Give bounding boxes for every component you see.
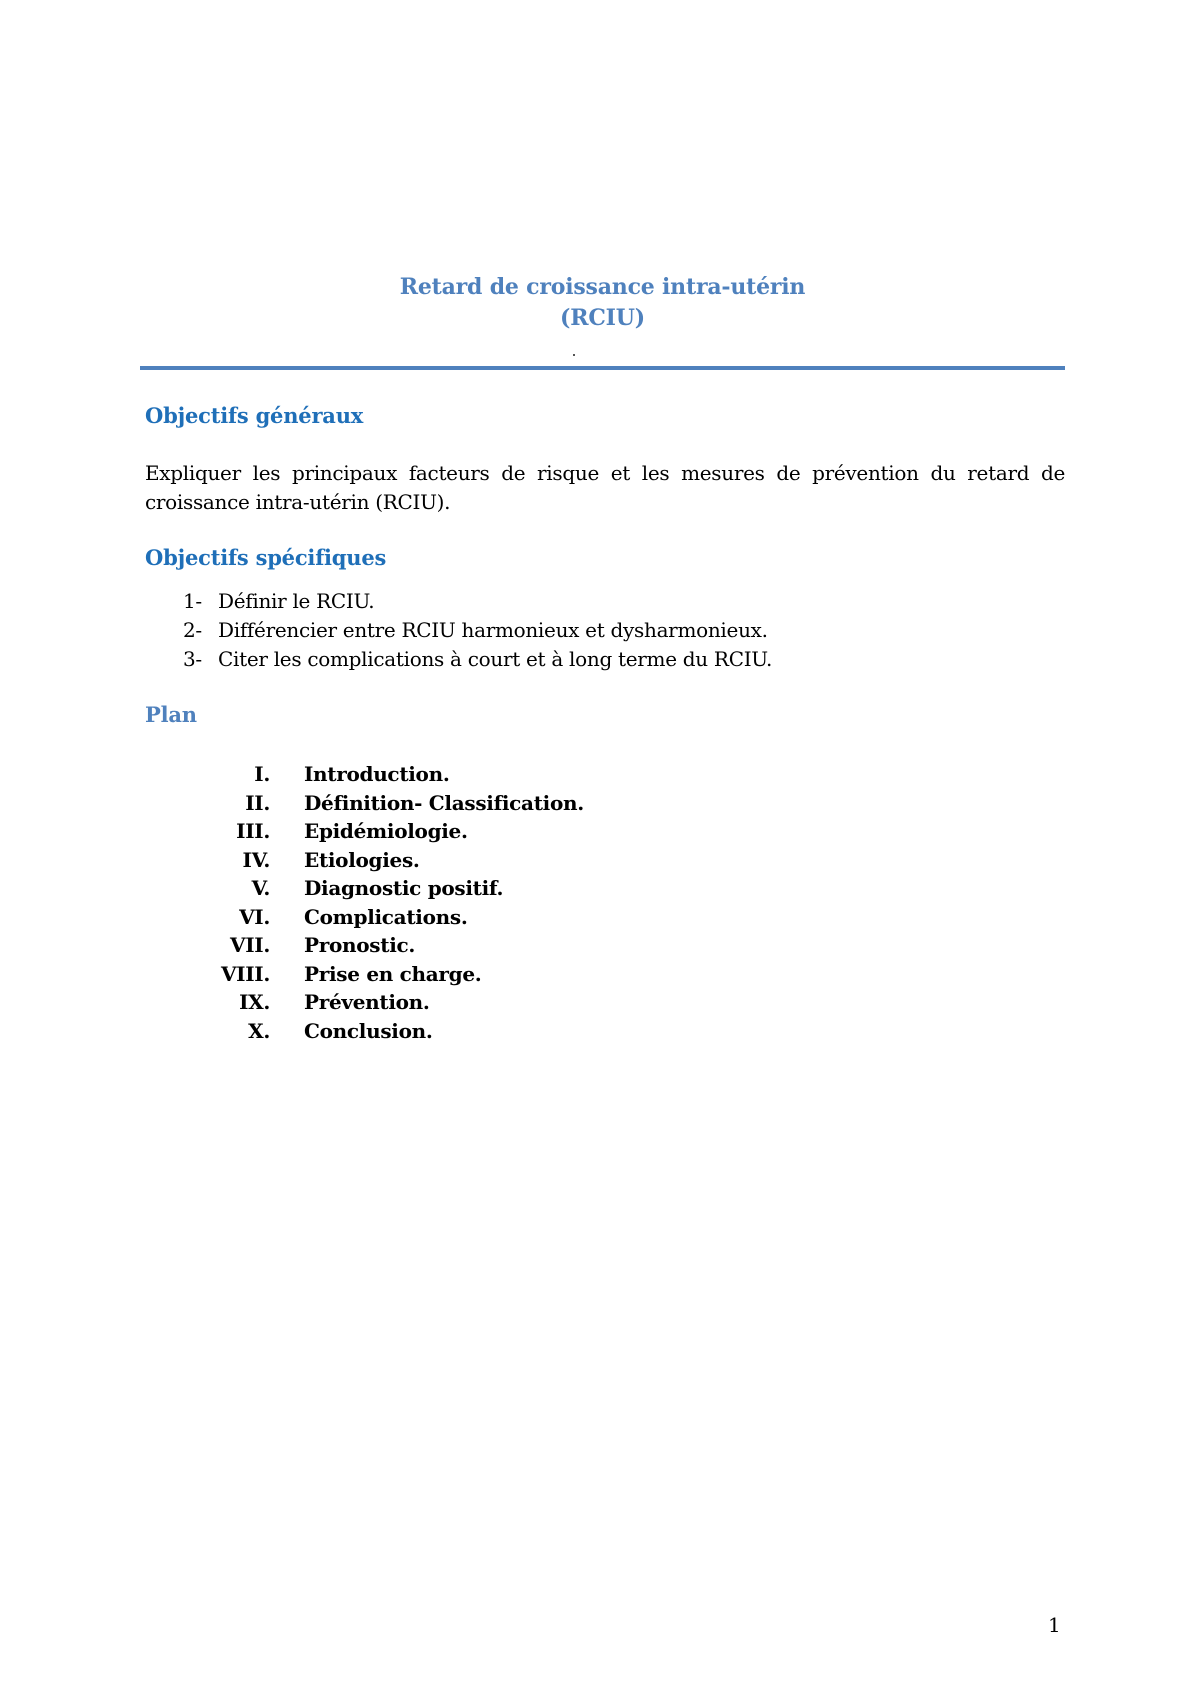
plan-item [200, 903, 584, 932]
plan-item [200, 817, 584, 846]
plan-item [200, 846, 584, 875]
heading-objectifs-specifiques: Objectifs spécifiques [145, 545, 387, 570]
list-item-text: Citer les complications à court et à long terme du RCIU. [218, 647, 773, 671]
plan-item-number: VI. [239, 904, 270, 929]
plan-item-text: Pronostic. [304, 933, 416, 957]
plan-item [200, 760, 584, 789]
plan-item-text: Complications. [304, 904, 468, 929]
document-title: Retard de croissance intra-utérin [399, 274, 806, 300]
plan-item [200, 874, 584, 903]
plan-item [200, 789, 584, 818]
plan-item-text: Conclusion. [304, 1018, 433, 1043]
title-dot-separator [573, 354, 575, 356]
list-item [183, 587, 772, 616]
plan-item-text: Introduction. [304, 762, 450, 786]
plan-item-text: Etiologies. [304, 847, 420, 872]
plan-item-text: Prise en charge. [304, 961, 482, 986]
plan-item-number: VIII. [220, 961, 270, 986]
objectifs-specifiques-list [183, 587, 772, 674]
heading-objectifs-generaux: Objectifs généraux [145, 403, 364, 428]
list-item-number: 1- [183, 589, 202, 613]
plan-item-number: II. [245, 790, 270, 815]
list-item-number: 2- [183, 618, 202, 642]
page-number: 1 [1048, 1613, 1061, 1637]
document-subtitle: (RCIU) [560, 305, 645, 331]
plan-item [200, 988, 584, 1017]
heading-plan: Plan [145, 702, 197, 727]
plan-item-text: Définition- Classification. [304, 790, 584, 815]
plan-item-text: Diagnostic positif. [304, 876, 504, 900]
plan-item [200, 931, 584, 960]
plan-item-number: V. [251, 876, 270, 900]
list-item [183, 616, 772, 645]
list-item-number: 3- [183, 647, 202, 671]
plan-item-number: VII. [230, 933, 270, 957]
plan-item-number: X. [248, 1018, 270, 1043]
objectifs-generaux-text: Expliquer les principaux facteurs de risque et les mesures de prévention du retard de croissance intra-utérin (RCIU). [145, 461, 1065, 514]
list-item-text: Définir le RCIU. [218, 589, 375, 613]
plan-item-number: I. [254, 762, 270, 786]
plan-list [200, 760, 584, 1045]
plan-item [200, 960, 584, 989]
plan-item-number: IV. [242, 847, 270, 872]
plan-item [200, 1017, 584, 1046]
plan-item-number: III. [236, 819, 270, 843]
title-divider [140, 366, 1065, 370]
plan-item-text: Epidémiologie. [304, 819, 468, 843]
list-item [183, 645, 772, 674]
plan-item-number: IX. [239, 990, 270, 1014]
list-item-text: Différencier entre RCIU harmonieux et dysharmonieux. [218, 618, 768, 642]
plan-item-text: Prévention. [304, 990, 430, 1014]
